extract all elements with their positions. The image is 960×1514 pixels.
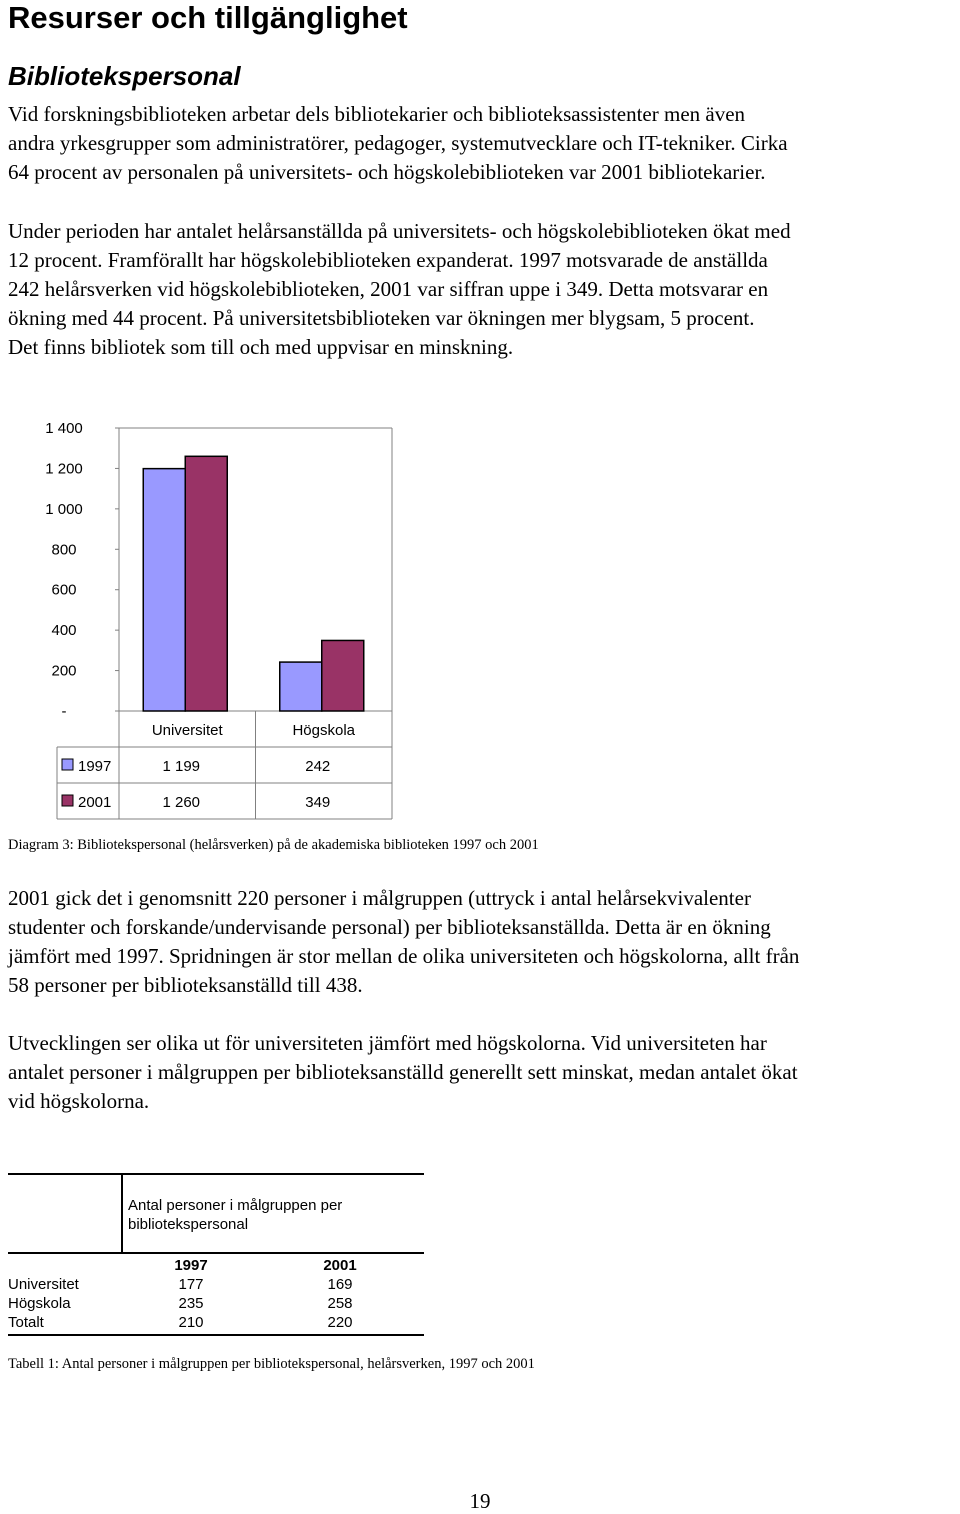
data-label: 1 199 [162, 758, 201, 775]
data-label: 349 [305, 794, 331, 811]
paragraph-line: vid högskolorna. [8, 1089, 150, 1113]
paragraph-line: Utvecklingen ser olika ut för universiteten jämfört med högskolorna. Vid universiteten har [8, 1031, 767, 1055]
bar-1997-1 [280, 662, 322, 711]
y-tick-label: 1 400 [45, 420, 83, 437]
table-col-1997: 1997 [174, 1257, 208, 1274]
section-heading: Bibliotekspersonal [8, 61, 241, 91]
table-cell: 177 [178, 1276, 204, 1293]
table-cell: 220 [327, 1314, 353, 1331]
y-tick-label: 600 [51, 581, 77, 599]
data-label: 242 [305, 758, 331, 775]
x-category-label: Universitet [151, 722, 223, 739]
y-tick-label: 1 000 [45, 500, 83, 518]
bar-2001-0 [185, 456, 227, 711]
paragraph-line: 2001 gick det i genomsnitt 220 personer i målgruppen (uttryck i antal helårsekvivalenter [8, 886, 751, 910]
table-header-rule [8, 1252, 424, 1254]
table-col-2001: 2001 [323, 1257, 357, 1274]
table-cell: 169 [327, 1276, 353, 1293]
legend-label: 2001 [78, 794, 112, 811]
paragraph-line: Vid forskningsbiblioteken arbetar dels bibliotekarier och biblioteksassistenter men även [8, 102, 746, 126]
paragraph-line: Det finns bibliotek som till och med uppvisar en minskning. [8, 335, 514, 359]
y-tick-label: - [61, 703, 67, 720]
bar-2001-1 [322, 640, 364, 711]
legend-label: 1997 [78, 758, 112, 775]
staff-bar-chart [0, 400, 440, 820]
paragraph-line: jämfört med 1997. Spridningen är stor mellan de olika universiteten och högskolorna, allt från [8, 944, 800, 968]
paragraph-line: 12 procent. Framförallt har högskolebiblioteken expanderat. 1997 motsvarade de anställda [8, 248, 768, 272]
bar-1997-0 [143, 469, 185, 711]
data-label: 1 260 [162, 794, 201, 811]
table-row-label: Totalt [8, 1314, 44, 1331]
table-caption: Tabell 1: Antal personer i målgruppen per bibliotekspersonal, helårsverken, 1997 och 2001 [8, 1356, 535, 1372]
paragraph-line: Under perioden har antalet helårsanställda på universitets- och högskolebiblioteken ökat med [8, 219, 791, 243]
page-heading: Resurser och tillgänglighet [8, 0, 408, 35]
paragraph-line: antalet personer i målgruppen per biblioteksanställd generellt sett minskat, medan antalet ökat [8, 1060, 798, 1084]
paragraph-line: ökning med 44 procent. På universitetsbiblioteken var ökningen mer blygsam, 5 procent. [8, 306, 755, 330]
paragraph-1 [8, 100, 958, 187]
legend-swatch-1997 [62, 759, 73, 770]
table-bottom-rule [8, 1334, 424, 1336]
paragraph-line: 64 procent av personalen på universitets- och högskolebiblioteken var 2001 bibliotekarier. [8, 160, 766, 184]
paragraph-4 [8, 1029, 958, 1116]
chart-caption: Diagram 3: Bibliotekspersonal (helårsverken) på de akademiska biblioteken 1997 och 2001 [8, 837, 539, 853]
y-tick-label: 400 [51, 622, 77, 640]
target-group-table [8, 1173, 424, 1338]
y-tick-label: 800 [51, 541, 77, 559]
table-divider [121, 1173, 123, 1253]
paragraph-3 [8, 884, 958, 1000]
table-header-line-1: Antal personer i målgruppen per [128, 1197, 343, 1214]
table-top-rule [8, 1173, 424, 1175]
page-number: 19 [469, 1489, 491, 1513]
paragraph-line: andra yrkesgrupper som administratörer, pedagoger, systemutvecklare och IT-tekniker. Cirka [8, 131, 788, 155]
paragraph-2 [8, 217, 958, 362]
paragraph-line: studenter och forskande/undervisande personal) per biblioteksanställda. Detta är en ökning [8, 915, 771, 939]
paragraph-line: 58 personer per biblioteksanställd till 438. [8, 973, 363, 997]
table-cell: 235 [178, 1295, 204, 1312]
paragraph-line: 242 helårsverken vid högskolebiblioteken, 2001 var siffran uppe i 349. Detta motsvarar en [8, 277, 769, 301]
y-tick-label: 200 [51, 662, 77, 680]
table-row-label: Universitet [8, 1276, 79, 1293]
legend-swatch-2001 [62, 795, 73, 806]
x-category-label: Högskola [292, 722, 356, 739]
table-row-label: Högskola [8, 1295, 71, 1312]
table-cell: 258 [327, 1295, 353, 1312]
table-cell: 210 [178, 1314, 204, 1331]
y-tick-label: 1 200 [45, 460, 83, 478]
table-header-line-2: bibliotekspersonal [128, 1216, 249, 1233]
